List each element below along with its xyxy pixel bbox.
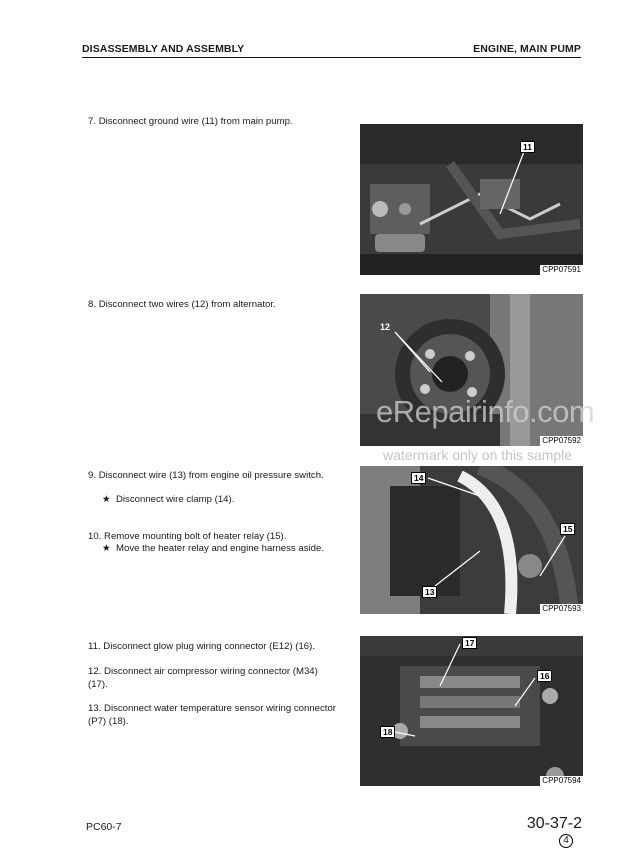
callout-label: 14 xyxy=(411,472,426,484)
step-9-note xyxy=(102,494,342,507)
note-text: Disconnect wire clamp (14). xyxy=(116,494,235,505)
step-text: Disconnect wire (13) from engine oil pressure switch. xyxy=(98,470,324,481)
step-8 xyxy=(88,299,340,312)
step-10-note xyxy=(102,543,338,556)
callout-label: 18 xyxy=(380,726,395,738)
header-chapter-title: ENGINE, MAIN PUMP xyxy=(473,43,581,55)
step-number: 8. xyxy=(88,299,97,310)
switch-photo-image xyxy=(360,466,583,614)
callout-label: 16 xyxy=(537,670,552,682)
footer-revision: 4 xyxy=(559,834,573,848)
photo-connectors xyxy=(360,636,583,786)
callout-label: 12 xyxy=(380,322,391,332)
photo-caption: CPP07594 xyxy=(542,776,581,785)
photo-oil-pressure-switch xyxy=(360,466,583,614)
callout-label: 13 xyxy=(422,586,437,598)
step-number: 10. xyxy=(88,531,102,542)
header-section-title: DISASSEMBLY AND ASSEMBLY xyxy=(82,43,245,55)
step-number: 11. xyxy=(88,641,101,652)
step-number: 9. xyxy=(88,470,97,481)
step-11 xyxy=(88,641,340,654)
step-text: Disconnect water temperature sensor wiring connector (P7) (18). xyxy=(88,703,336,727)
photo-caption: CPP07593 xyxy=(542,604,581,613)
connector-photo-image xyxy=(360,636,583,786)
step-text: Remove mounting bolt of heater relay (15). xyxy=(104,531,287,542)
footer-page-number: 30-37-2 xyxy=(526,815,582,832)
header-rule xyxy=(82,57,581,58)
step-9 xyxy=(88,470,340,483)
engine-photo-image xyxy=(360,124,583,275)
step-12 xyxy=(88,666,340,691)
step-text: Disconnect ground wire (11) from main pump. xyxy=(98,116,293,127)
watermark-main: eRepairinfo.com xyxy=(376,394,595,429)
step-number: 13. xyxy=(88,703,102,714)
photo-caption: CPP07592 xyxy=(542,436,581,445)
step-text: Disconnect air compressor wiring connector (M34) (17). xyxy=(88,666,318,690)
step-7 xyxy=(88,116,340,129)
photo-caption: CPP07591 xyxy=(542,265,581,274)
callout-label: 11 xyxy=(520,141,535,153)
step-text: Disconnect two wires (12) from alternator. xyxy=(98,299,276,310)
step-13 xyxy=(88,703,340,728)
star-icon: ★ xyxy=(102,543,111,554)
step-number: 7. xyxy=(88,116,97,127)
note-text: Move the heater relay and engine harness aside. xyxy=(116,543,324,554)
watermark-sub: watermark only on this sample xyxy=(383,447,573,463)
callout-label: 17 xyxy=(462,637,477,649)
footer-model: PC60-7 xyxy=(86,821,122,833)
photo-ground-wire xyxy=(360,124,583,275)
star-icon: ★ xyxy=(102,494,111,505)
callout-label: 15 xyxy=(560,523,575,535)
step-text: Disconnect glow plug wiring connector (E12) (16). xyxy=(103,641,315,652)
step-10 xyxy=(88,531,340,544)
step-number: 12. xyxy=(88,666,102,677)
